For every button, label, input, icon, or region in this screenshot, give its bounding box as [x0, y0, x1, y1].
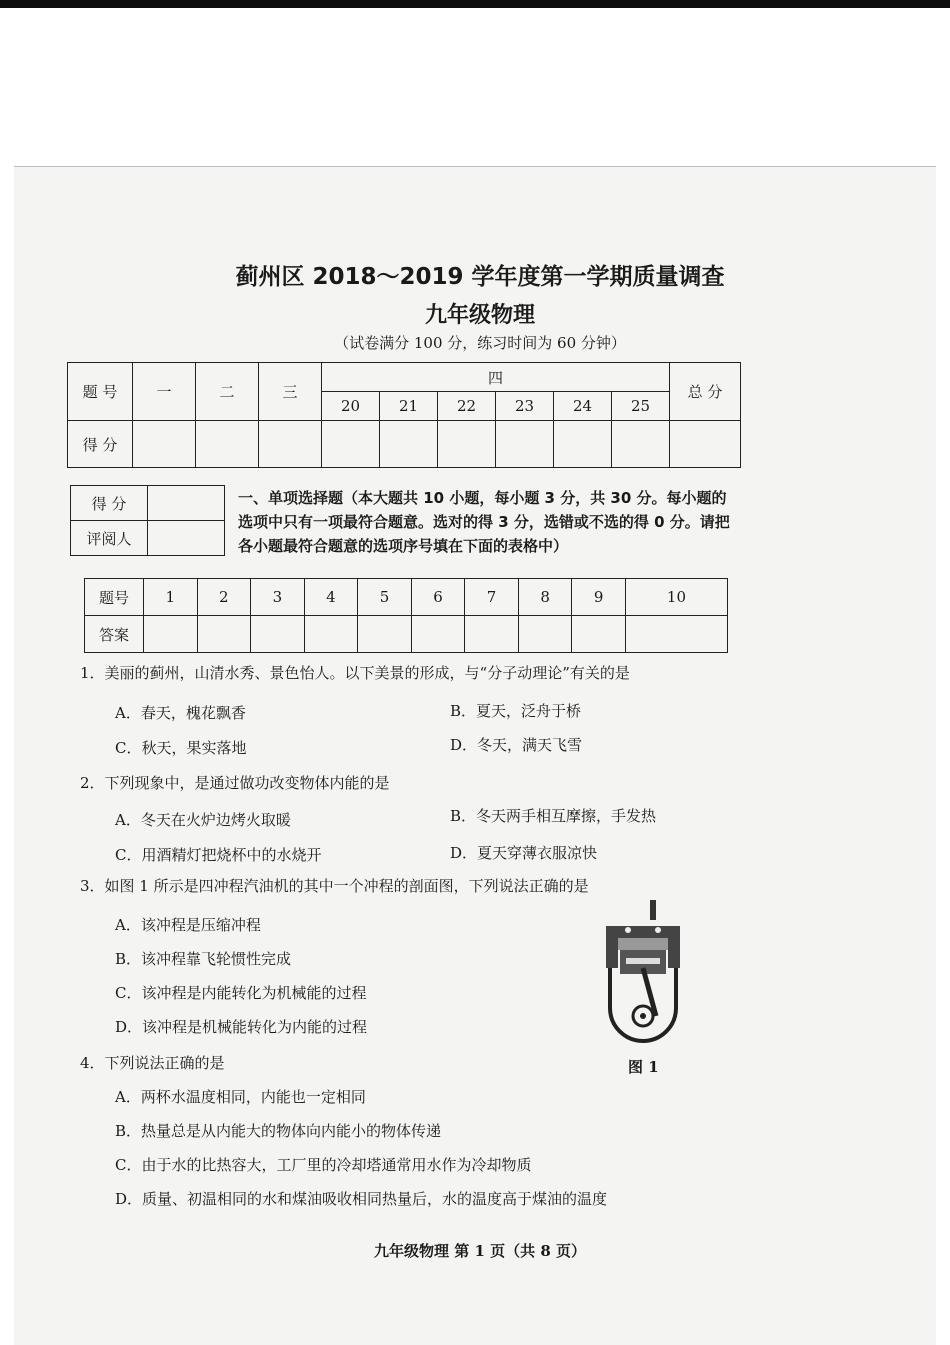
score-blank-cell[interactable]: [612, 421, 670, 468]
exam-subject: 九年级物理: [424, 303, 535, 328]
score-blank-cell[interactable]: [554, 421, 612, 468]
question-1-option-a: A．春天，槐花飘香: [115, 704, 246, 722]
score-subheader-cell: 22: [438, 392, 496, 421]
question-4-option-b: B．热量总是从内能大的物体向内能小的物体传递: [115, 1122, 442, 1140]
score-subheader-cell: 20: [322, 392, 380, 421]
answer-blank-cell[interactable]: [518, 616, 572, 653]
answer-header-cell: 题号: [85, 579, 144, 616]
answer-header-cell: 7: [465, 579, 519, 616]
question-4-option-d: D．质量、初温相同的水和煤油吸收相同热量后，水的温度高于煤油的温度: [115, 1190, 608, 1208]
grader-box: [70, 485, 225, 556]
question-4-option-c: C．由于水的比热容大，工厂里的冷却塔通常用水作为冷却物质: [115, 1156, 532, 1174]
score-header-cell: 总 分: [670, 363, 741, 421]
grader-score-label: 得 分: [71, 486, 148, 521]
question-1-option-c: C．秋天，果实落地: [115, 739, 247, 757]
question-1-option-b: B．夏天，泛舟于桥: [450, 702, 582, 720]
grader-score-blank[interactable]: [148, 486, 225, 521]
answer-header-cell: 5: [358, 579, 412, 616]
question-2-option-c: C．用酒精灯把烧杯中的水烧开: [115, 846, 322, 864]
question-3-stem: 3．如图 1 所示是四冲程汽油机的其中一个冲程的剖面图，下列说法正确的是: [80, 877, 589, 895]
grader-reviewer-label: 评阅人: [71, 521, 148, 556]
grader-reviewer-blank[interactable]: [148, 521, 225, 556]
answer-header-cell: 9: [572, 579, 626, 616]
figure-label: 图 1: [628, 1058, 659, 1076]
answer-blank-cell[interactable]: [358, 616, 412, 653]
section-heading: [238, 486, 738, 558]
answer-blank-cell[interactable]: [465, 616, 519, 653]
answer-header-cell: 6: [411, 579, 465, 616]
question-2-stem: 2．下列现象中，是通过做功改变物体内能的是: [80, 774, 390, 792]
score-row-label: 得 分: [68, 421, 133, 468]
engine-cross-section-figure: [598, 898, 688, 1048]
answer-header-cell: 2: [197, 579, 251, 616]
answer-blank-cell[interactable]: [197, 616, 251, 653]
question-3-option-d: D．该冲程是机械能转化为内能的过程: [115, 1018, 368, 1036]
score-header-cell: 题 号: [68, 363, 133, 421]
score-blank-cell[interactable]: [322, 421, 380, 468]
answer-blank-cell[interactable]: [625, 616, 727, 653]
score-blank-cell[interactable]: [670, 421, 741, 468]
question-4-option-a: A．两杯水温度相同，内能也一定相同: [115, 1088, 366, 1106]
scan-border-top: [0, 0, 950, 8]
score-subheader-cell: 21: [380, 392, 438, 421]
score-blank-cell[interactable]: [259, 421, 322, 468]
answer-header-cell: 3: [251, 579, 305, 616]
score-blank-cell[interactable]: [496, 421, 554, 468]
exam-title: 蓟州区 2018～2019 学年度第一学期质量调查: [235, 264, 725, 290]
question-3-option-a: A．该冲程是压缩冲程: [115, 916, 261, 934]
answer-blank-cell[interactable]: [251, 616, 305, 653]
answer-header-cell: 8: [518, 579, 572, 616]
answer-blank-cell[interactable]: [304, 616, 358, 653]
score-blank-cell[interactable]: [196, 421, 259, 468]
question-2-option-b: B．冬天两手相互摩擦，手发热: [450, 807, 657, 825]
answer-header-cell: 10: [625, 579, 727, 616]
score-subheader-cell: 25: [612, 392, 670, 421]
score-table: [67, 362, 741, 468]
answer-blank-cell[interactable]: [144, 616, 198, 653]
score-subheader-cell: 24: [554, 392, 612, 421]
score-blank-cell[interactable]: [380, 421, 438, 468]
page-footer: 九年级物理 第 1 页（共 8 页）: [374, 1242, 586, 1260]
score-subheader-cell: 23: [496, 392, 554, 421]
answer-table: [84, 578, 728, 653]
score-header-cell: 一: [133, 363, 196, 421]
question-3-option-c: C．该冲程是内能转化为机械能的过程: [115, 984, 367, 1002]
score-header-cell: 三: [259, 363, 322, 421]
question-1-option-d: D．冬天，满天飞雪: [450, 736, 583, 754]
question-2-option-d: D．夏天穿薄衣服凉快: [450, 844, 598, 862]
answer-header-cell: 1: [144, 579, 198, 616]
answer-row-label: 答案: [85, 616, 144, 653]
exam-note: （试卷满分 100 分，练习时间为 60 分钟）: [334, 334, 626, 352]
score-header-cell: 二: [196, 363, 259, 421]
score-blank-cell[interactable]: [438, 421, 496, 468]
question-3-option-b: B．该冲程靠飞轮惯性完成: [115, 950, 292, 968]
score-header-cell: 四: [322, 363, 670, 392]
question-4-stem: 4．下列说法正确的是: [80, 1054, 225, 1072]
answer-blank-cell[interactable]: [411, 616, 465, 653]
answer-header-cell: 4: [304, 579, 358, 616]
question-1-stem: 1．美丽的蓟州，山清水秀、景色怡人。以下美景的形成，与“分子动理论”有关的是: [80, 664, 630, 682]
answer-blank-cell[interactable]: [572, 616, 626, 653]
section-heading-text: 一、单项选择题（本大题共 10 小题，每小题 3 分，共 30 分。每小题的选项中只有一项最符合题意。选对的得 3 分，选错或不选的得 0 分。请把各小题最符合题意的选项序号填在下面的表格中）: [238, 489, 730, 555]
score-blank-cell[interactable]: [133, 421, 196, 468]
question-2-option-a: A．冬天在火炉边烤火取暖: [115, 811, 291, 829]
